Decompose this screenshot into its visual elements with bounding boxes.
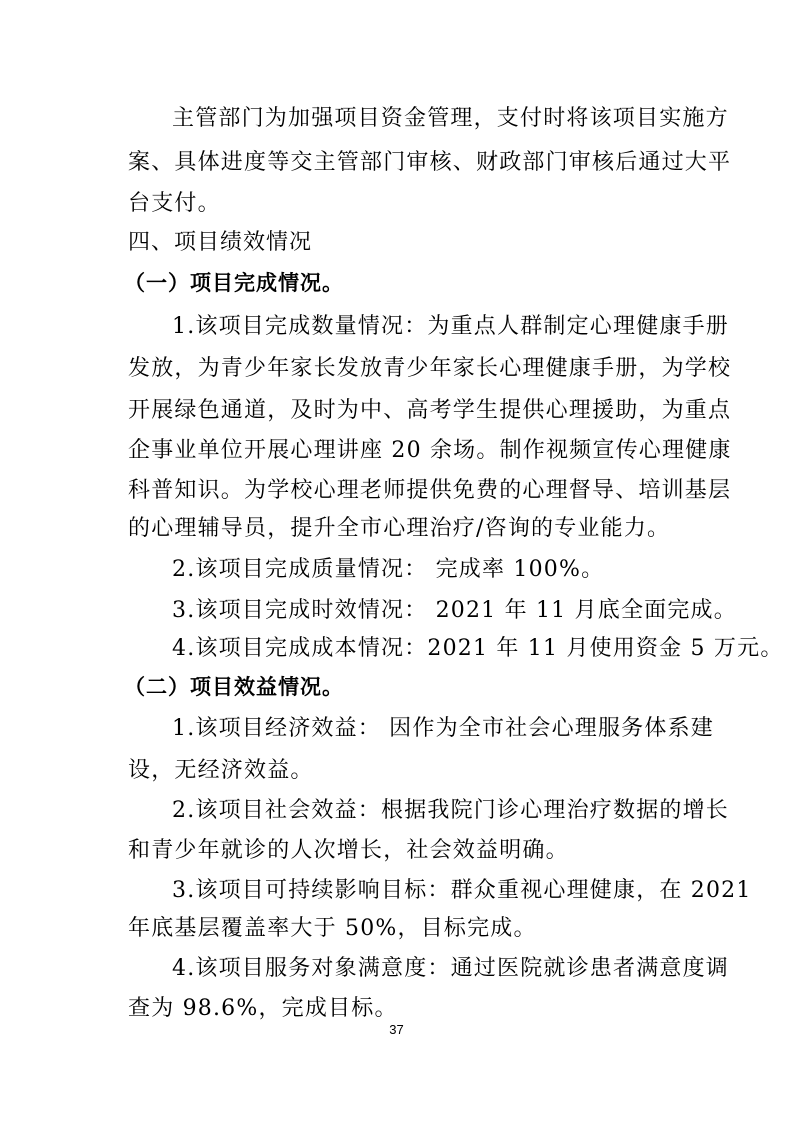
paragraph-line: 设，无经济效益。 xyxy=(128,758,314,783)
paragraph-line: 主管部门为加强项目资金管理，支付时将该项目实施方 xyxy=(172,106,729,131)
paragraph-line: 2.该项目完成质量情况： 完成率 100%。 xyxy=(172,557,605,582)
paragraph-line: 1.该项目完成数量情况：为重点人群制定心理健康手册 xyxy=(172,314,729,339)
paragraph-line: 台支付。 xyxy=(128,191,221,216)
subsection-heading: （一）项目完成情况。 xyxy=(124,271,344,295)
paragraph-line: 开展绿色通道，及时为中、高考学生提供心理援助，为重点 xyxy=(128,398,732,423)
paragraph-line: 2.该项目社会效益：根据我院门诊心理治疗数据的增长 xyxy=(172,798,729,823)
paragraph-line: 案、具体进度等交主管部门审核、财政部门审核后通过大平 xyxy=(128,150,732,175)
paragraph-line: 3.该项目完成时效情况： 2021 年 11 月底全面完成。 xyxy=(172,598,737,623)
section-heading: 四、项目绩效情况 xyxy=(128,230,313,255)
subsection-heading: （二）项目效益情况。 xyxy=(124,675,344,699)
paragraph-line: 1.该项目经济效益： 因作为全市社会心理服务体系建 xyxy=(172,716,714,741)
paragraph-line: 4.该项目完成成本情况：2021 年 11 月使用资金 5 万元。 xyxy=(172,636,784,661)
page-number: 37 xyxy=(389,1022,404,1037)
paragraph-line: 的心理辅导员，提升全市心理治疗/咨询的专业能力。 xyxy=(128,516,671,541)
paragraph-line: 发放，为青少年家长发放青少年家长心理健康手册，为学校 xyxy=(128,356,732,381)
paragraph-line: 年底基层覆盖率大于 50%，目标完成。 xyxy=(128,916,537,941)
paragraph-line: 和青少年就诊的人次增长，社会效益明确。 xyxy=(128,838,569,863)
paragraph-line: 科普知识。为学校心理老师提供免费的心理督导、培训基层 xyxy=(128,478,732,503)
paragraph-line: 企事业单位开展心理讲座 20 余场。制作视频宣传心理健康 xyxy=(128,438,732,463)
paragraph-line: 查为 98.6%，完成目标。 xyxy=(128,996,398,1021)
paragraph-line: 4.该项目服务对象满意度：通过医院就诊患者满意度调 xyxy=(172,956,729,981)
paragraph-line: 3.该项目可持续影响目标：群众重视心理健康，在 2021 xyxy=(172,878,752,903)
